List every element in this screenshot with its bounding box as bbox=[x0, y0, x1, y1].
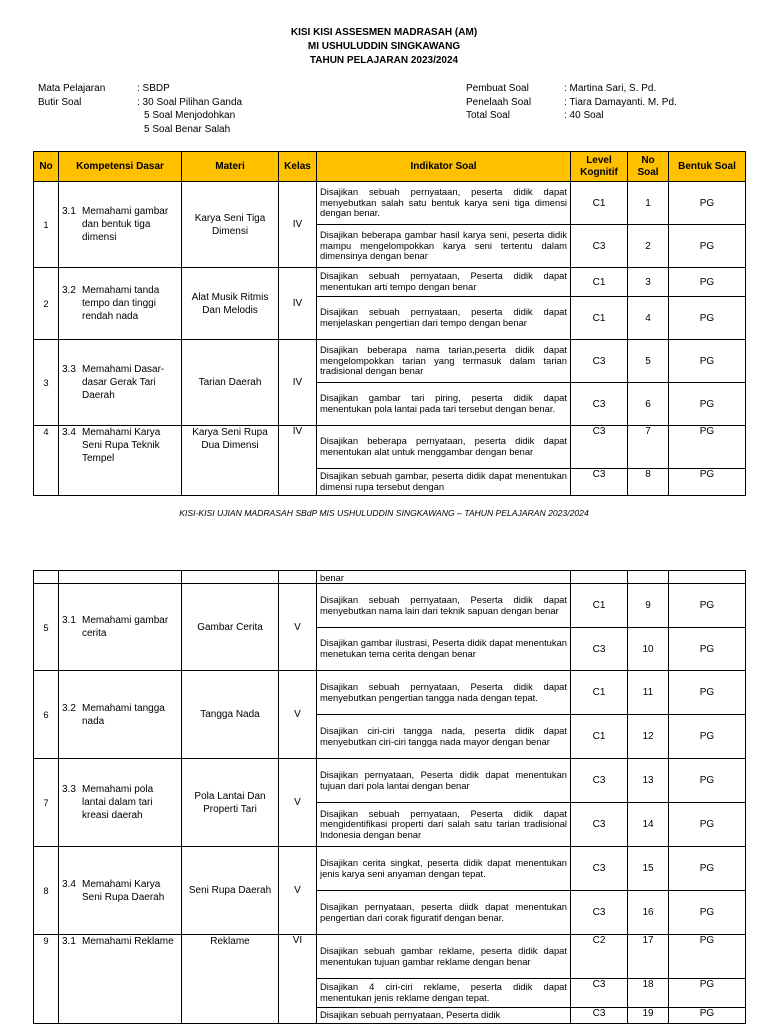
bentuk-soal: PG bbox=[669, 383, 746, 426]
col-no: No bbox=[34, 152, 59, 182]
nomor-soal: 9 bbox=[628, 584, 669, 628]
bentuk-soal: PG bbox=[669, 628, 746, 671]
pembuat-label: Pembuat Soal bbox=[466, 83, 529, 94]
bentuk-soal: PG bbox=[669, 935, 746, 979]
row-number: 4 bbox=[34, 426, 59, 496]
level-kognitif: C1 bbox=[571, 715, 628, 759]
kelas: IV bbox=[279, 182, 317, 268]
indikator-soal: Disajikan beberapa pernyataan, peserta didik dapat menentukan alat untuk menggambar dengan benar bbox=[317, 426, 571, 469]
level-kognitif: C3 bbox=[571, 847, 628, 891]
table-row bbox=[34, 182, 746, 225]
materi: Tarian Daerah bbox=[182, 340, 279, 426]
nomor-soal: 18 bbox=[628, 979, 669, 1008]
row-number: 5 bbox=[34, 584, 59, 671]
indikator-soal: Disajikan cerita singkat, peserta didik dapat menentukan jenis karya seni anyaman dengan tepat. bbox=[317, 847, 571, 891]
kd-text: Memahami gambar cerita bbox=[82, 615, 169, 639]
kd-text: Memahami tangga nada bbox=[82, 702, 165, 727]
indikator-soal: Disajikan pernyataan, peserta diidk dapat menentukan pengertian dari corak figuratif dengan benar. bbox=[317, 891, 571, 935]
materi: Alat Musik Ritmis Dan Melodis bbox=[182, 268, 279, 340]
meta-values-left bbox=[137, 82, 242, 136]
kd-number: 3.2 bbox=[62, 702, 76, 714]
kd-text: Memahami gambar dan bentuk tiga dimensi bbox=[82, 206, 169, 243]
kelas: V bbox=[279, 584, 317, 671]
nomor-soal: 6 bbox=[628, 383, 669, 426]
indikator-soal: Disajikan gambar ilustrasi, Peserta didik dapat menentukan menetukan tema cerita dengan benar bbox=[317, 628, 571, 671]
kd-text: Memahami Karya Seni Rupa Daerah bbox=[82, 878, 165, 903]
bentuk-soal: PG bbox=[669, 979, 746, 1008]
doc-title-1: KISI KISI ASSESMEN MADRASAH (AM) bbox=[290, 27, 478, 38]
kisi-table-page-1 bbox=[33, 151, 746, 496]
kd-number: 3.1 bbox=[62, 936, 76, 947]
materi: Pola Lantai Dan Properti Tari bbox=[182, 759, 279, 847]
kd-number: 3.2 bbox=[62, 285, 76, 296]
kompetensi-dasar bbox=[59, 584, 182, 671]
nomor-soal: 12 bbox=[628, 715, 669, 759]
total-value: : 40 Soal bbox=[564, 110, 604, 121]
bentuk-soal: PG bbox=[669, 1008, 746, 1024]
level-kognitif: C1 bbox=[571, 182, 628, 225]
indikator-soal: Disajikan sebuah pernyataan, Peserta didik dapat menentukan arti tempo dengan benar bbox=[317, 268, 571, 297]
kompetensi-dasar bbox=[59, 671, 182, 759]
nomor-soal: 4 bbox=[628, 297, 669, 340]
level-kognitif: C1 bbox=[571, 584, 628, 628]
level-kognitif: C3 bbox=[571, 1008, 628, 1024]
document-page-2 bbox=[0, 540, 768, 1024]
butir-label: Butir Soal bbox=[38, 96, 82, 108]
nomor-soal: 8 bbox=[628, 469, 669, 496]
kelas: V bbox=[279, 759, 317, 847]
doc-title-3: TAHUN PELAJARAN 2023/2024 bbox=[309, 55, 459, 66]
col-materi: Materi bbox=[182, 152, 279, 182]
butir-value-1: : 30 Soal Pilihan Ganda bbox=[137, 96, 243, 108]
total-label: Total Soal bbox=[466, 110, 510, 121]
col-nosoal: No Soal bbox=[628, 152, 669, 182]
kd-text: Memahami Reklame bbox=[82, 936, 174, 947]
bentuk-soal: PG bbox=[669, 268, 746, 297]
kd-number: 3.1 bbox=[62, 206, 76, 217]
level-kognitif: C3 bbox=[571, 383, 628, 426]
row-number: 1 bbox=[34, 182, 59, 268]
indikator-soal: Disajikan beberapa nama tarian,peserta didik dapat mengelompokkan tarian yang termasuk dalam tarian tradisional dengan benar bbox=[317, 340, 571, 383]
row-number: 9 bbox=[34, 935, 59, 1024]
doc-title-2: MI USHULUDDIN SINGKAWANG bbox=[307, 41, 461, 52]
nomor-soal: 11 bbox=[628, 671, 669, 715]
indikator-soal: Disajikan sebuah pernyataan, peserta didik dapat menjelaskan pengertian dari tempo dengan benar bbox=[317, 297, 571, 340]
materi: Tangga Nada bbox=[182, 671, 279, 759]
indikator-soal: Disajikan sebuah pernyataan, Peserta didik dapat mengidentifikasi properti dari salah satu tarian tradisional Indonesia dengan benar bbox=[317, 803, 571, 847]
table-row bbox=[34, 759, 746, 803]
indikator-soal: Disajikan gambar tari piring, peserta didik dapat menentukan pola lantai pada tari tersebut dengan benar. bbox=[317, 383, 571, 426]
nomor-soal: 15 bbox=[628, 847, 669, 891]
bentuk-soal: PG bbox=[669, 182, 746, 225]
bentuk-soal: PG bbox=[669, 340, 746, 383]
row-number: 6 bbox=[34, 671, 59, 759]
level-kognitif: C1 bbox=[571, 297, 628, 340]
table-row bbox=[34, 268, 746, 297]
kd-number: 3.1 bbox=[62, 615, 76, 626]
level-kognitif: C3 bbox=[571, 759, 628, 803]
table-row bbox=[34, 847, 746, 891]
kisi-table-page-2 bbox=[33, 570, 746, 1024]
level-kognitif: C3 bbox=[571, 891, 628, 935]
nomor-soal: 1 bbox=[628, 182, 669, 225]
level-kognitif: C3 bbox=[571, 225, 628, 268]
table-row bbox=[34, 426, 746, 469]
indikator-soal: Disajikan ciri-ciri tangga nada, peserta didik dapat menyebutkan ciri-ciri tangga nada mayor dengan benar bbox=[317, 715, 571, 759]
indikator-soal: Disajikan sebuah pernyataan, Peserta didik dapat menyebutkan nama lain dari teknik sapuan dengan benar bbox=[317, 584, 571, 628]
level-kognitif: C3 bbox=[571, 803, 628, 847]
kelas: IV bbox=[279, 426, 317, 496]
col-level: Level Kognitif bbox=[571, 152, 628, 182]
page-footer: KISI-KISI UJIAN MADRASAH SBdP MIS USHULUDDIN SINGKAWANG – TAHUN PELAJARAN 2023/2024 bbox=[179, 508, 589, 518]
mapel-label: Mata Pelajaran bbox=[38, 83, 106, 94]
level-kognitif: C2 bbox=[571, 935, 628, 979]
indikator-soal: Disajikan beberapa gambar hasil karya seni, peserta didik mampu mengelompokkan karya seni tertentu dalam dimensinya dengan benar bbox=[317, 225, 571, 268]
table-row bbox=[34, 584, 746, 628]
indikator-soal: Disajikan pernyataan, Peserta didik dapat menentukan tujuan dari pola lantai dengan benar bbox=[317, 759, 571, 803]
nomor-soal: 10 bbox=[628, 628, 669, 671]
kompetensi-dasar bbox=[59, 426, 182, 496]
meta-values-right bbox=[564, 82, 677, 123]
indikator-continuation: benar bbox=[317, 571, 571, 584]
row-number: 2 bbox=[34, 268, 59, 340]
kd-number: 3.3 bbox=[62, 364, 76, 375]
bentuk-soal: PG bbox=[669, 671, 746, 715]
level-kognitif: C3 bbox=[571, 979, 628, 1008]
nomor-soal: 3 bbox=[628, 268, 669, 297]
kelas: VI bbox=[279, 935, 317, 1024]
kompetensi-dasar bbox=[59, 340, 182, 426]
nomor-soal: 19 bbox=[628, 1008, 669, 1024]
kd-text: Memahami pola lantai dalam tari kreasi daerah bbox=[82, 784, 154, 821]
indikator-soal: Disajikan sebuah pernyataan, peserta didik dapat menyebutkan salah satu bentuk karya seni tiga dimensi dengan benar. bbox=[317, 182, 571, 225]
kd-text: Memahami tanda tempo dan tinggi rendah nada bbox=[82, 285, 160, 322]
kelas: V bbox=[279, 847, 317, 935]
col-kelas: Kelas bbox=[279, 152, 317, 182]
kd-number: 3.4 bbox=[62, 878, 76, 890]
kompetensi-dasar bbox=[59, 935, 182, 1024]
pembuat-value: : Martina Sari, S. Pd. bbox=[564, 83, 657, 94]
indikator-soal: Disajikan 4 ciri-ciri reklame, peserta didik dapat menentukan jenis reklame dengan tepat. bbox=[317, 979, 571, 1008]
kompetensi-dasar bbox=[59, 268, 182, 340]
penelaah-value: : Tiara Damayanti. M. Pd. bbox=[564, 96, 677, 108]
level-kognitif: C3 bbox=[571, 426, 628, 469]
kompetensi-dasar bbox=[59, 182, 182, 268]
bentuk-soal: PG bbox=[669, 426, 746, 469]
nomor-soal: 2 bbox=[628, 225, 669, 268]
indikator-soal: Disajikan sebuah pernyataan, Peserta didik bbox=[317, 1008, 571, 1024]
meta-labels-right bbox=[466, 82, 531, 123]
meta-labels-left bbox=[38, 82, 105, 109]
kd-text: Memahami Karya Seni Rupa Teknik Tempel bbox=[82, 427, 161, 464]
col-bentuk: Bentuk Soal bbox=[669, 152, 746, 182]
nomor-soal: 5 bbox=[628, 340, 669, 383]
bentuk-soal: PG bbox=[669, 297, 746, 340]
mapel-value: : SBDP bbox=[137, 83, 170, 94]
level-kognitif: C1 bbox=[571, 268, 628, 297]
level-kognitif: C3 bbox=[571, 469, 628, 496]
kd-number: 3.3 bbox=[62, 784, 76, 795]
materi: Gambar Cerita bbox=[182, 584, 279, 671]
bentuk-soal: PG bbox=[669, 847, 746, 891]
materi: Karya Seni Rupa Dua Dimensi bbox=[182, 426, 279, 496]
kd-number: 3.4 bbox=[62, 427, 76, 438]
nomor-soal: 16 bbox=[628, 891, 669, 935]
kelas: V bbox=[279, 671, 317, 759]
table-header-row bbox=[34, 152, 746, 182]
materi: Karya Seni Tiga Dimensi bbox=[182, 182, 279, 268]
indikator-soal: Disajikan sebuah pernyataan, Peserta didik dapat menyebutkan pengertian tangga nada dengan tepat. bbox=[317, 671, 571, 715]
bentuk-soal: PG bbox=[669, 715, 746, 759]
nomor-soal: 14 bbox=[628, 803, 669, 847]
kompetensi-dasar bbox=[59, 847, 182, 935]
col-kd: Kompetensi Dasar bbox=[59, 152, 182, 182]
nomor-soal: 17 bbox=[628, 935, 669, 979]
level-kognitif: C1 bbox=[571, 671, 628, 715]
butir-value-2: 5 Soal Menjodohkan bbox=[144, 110, 236, 121]
indikator-soal: Disajikan sebuah gambar, peserta didik dapat menentukan dimensi rupa tersebut dengan bbox=[317, 469, 571, 496]
table-row bbox=[34, 571, 746, 584]
nomor-soal: 13 bbox=[628, 759, 669, 803]
row-number: 8 bbox=[34, 847, 59, 935]
bentuk-soal: PG bbox=[669, 803, 746, 847]
bentuk-soal: PG bbox=[669, 584, 746, 628]
table-row bbox=[34, 340, 746, 383]
kelas: IV bbox=[279, 268, 317, 340]
level-kognitif: C3 bbox=[571, 340, 628, 383]
row-number: 7 bbox=[34, 759, 59, 847]
butir-value-3: 5 Soal Benar Salah bbox=[144, 123, 231, 135]
indikator-soal: Disajikan sebuah gambar reklame, peserta didik dapat menentukan tujuan gambar reklame dengan benar bbox=[317, 935, 571, 979]
bentuk-soal: PG bbox=[669, 225, 746, 268]
penelaah-label: Penelaah Soal bbox=[466, 96, 532, 108]
materi: Reklame bbox=[182, 935, 279, 1024]
materi: Seni Rupa Daerah bbox=[182, 847, 279, 935]
kd-text: Memahami Dasar-dasar Gerak Tari Daerah bbox=[82, 364, 165, 401]
kompetensi-dasar bbox=[59, 759, 182, 847]
table-row bbox=[34, 671, 746, 715]
kelas: IV bbox=[279, 340, 317, 426]
table-row bbox=[34, 935, 746, 979]
level-kognitif: C3 bbox=[571, 628, 628, 671]
col-indikator: Indikator Soal bbox=[317, 152, 571, 182]
bentuk-soal: PG bbox=[669, 891, 746, 935]
bentuk-soal: PG bbox=[669, 759, 746, 803]
row-number: 3 bbox=[34, 340, 59, 426]
bentuk-soal: PG bbox=[669, 469, 746, 496]
nomor-soal: 7 bbox=[628, 426, 669, 469]
